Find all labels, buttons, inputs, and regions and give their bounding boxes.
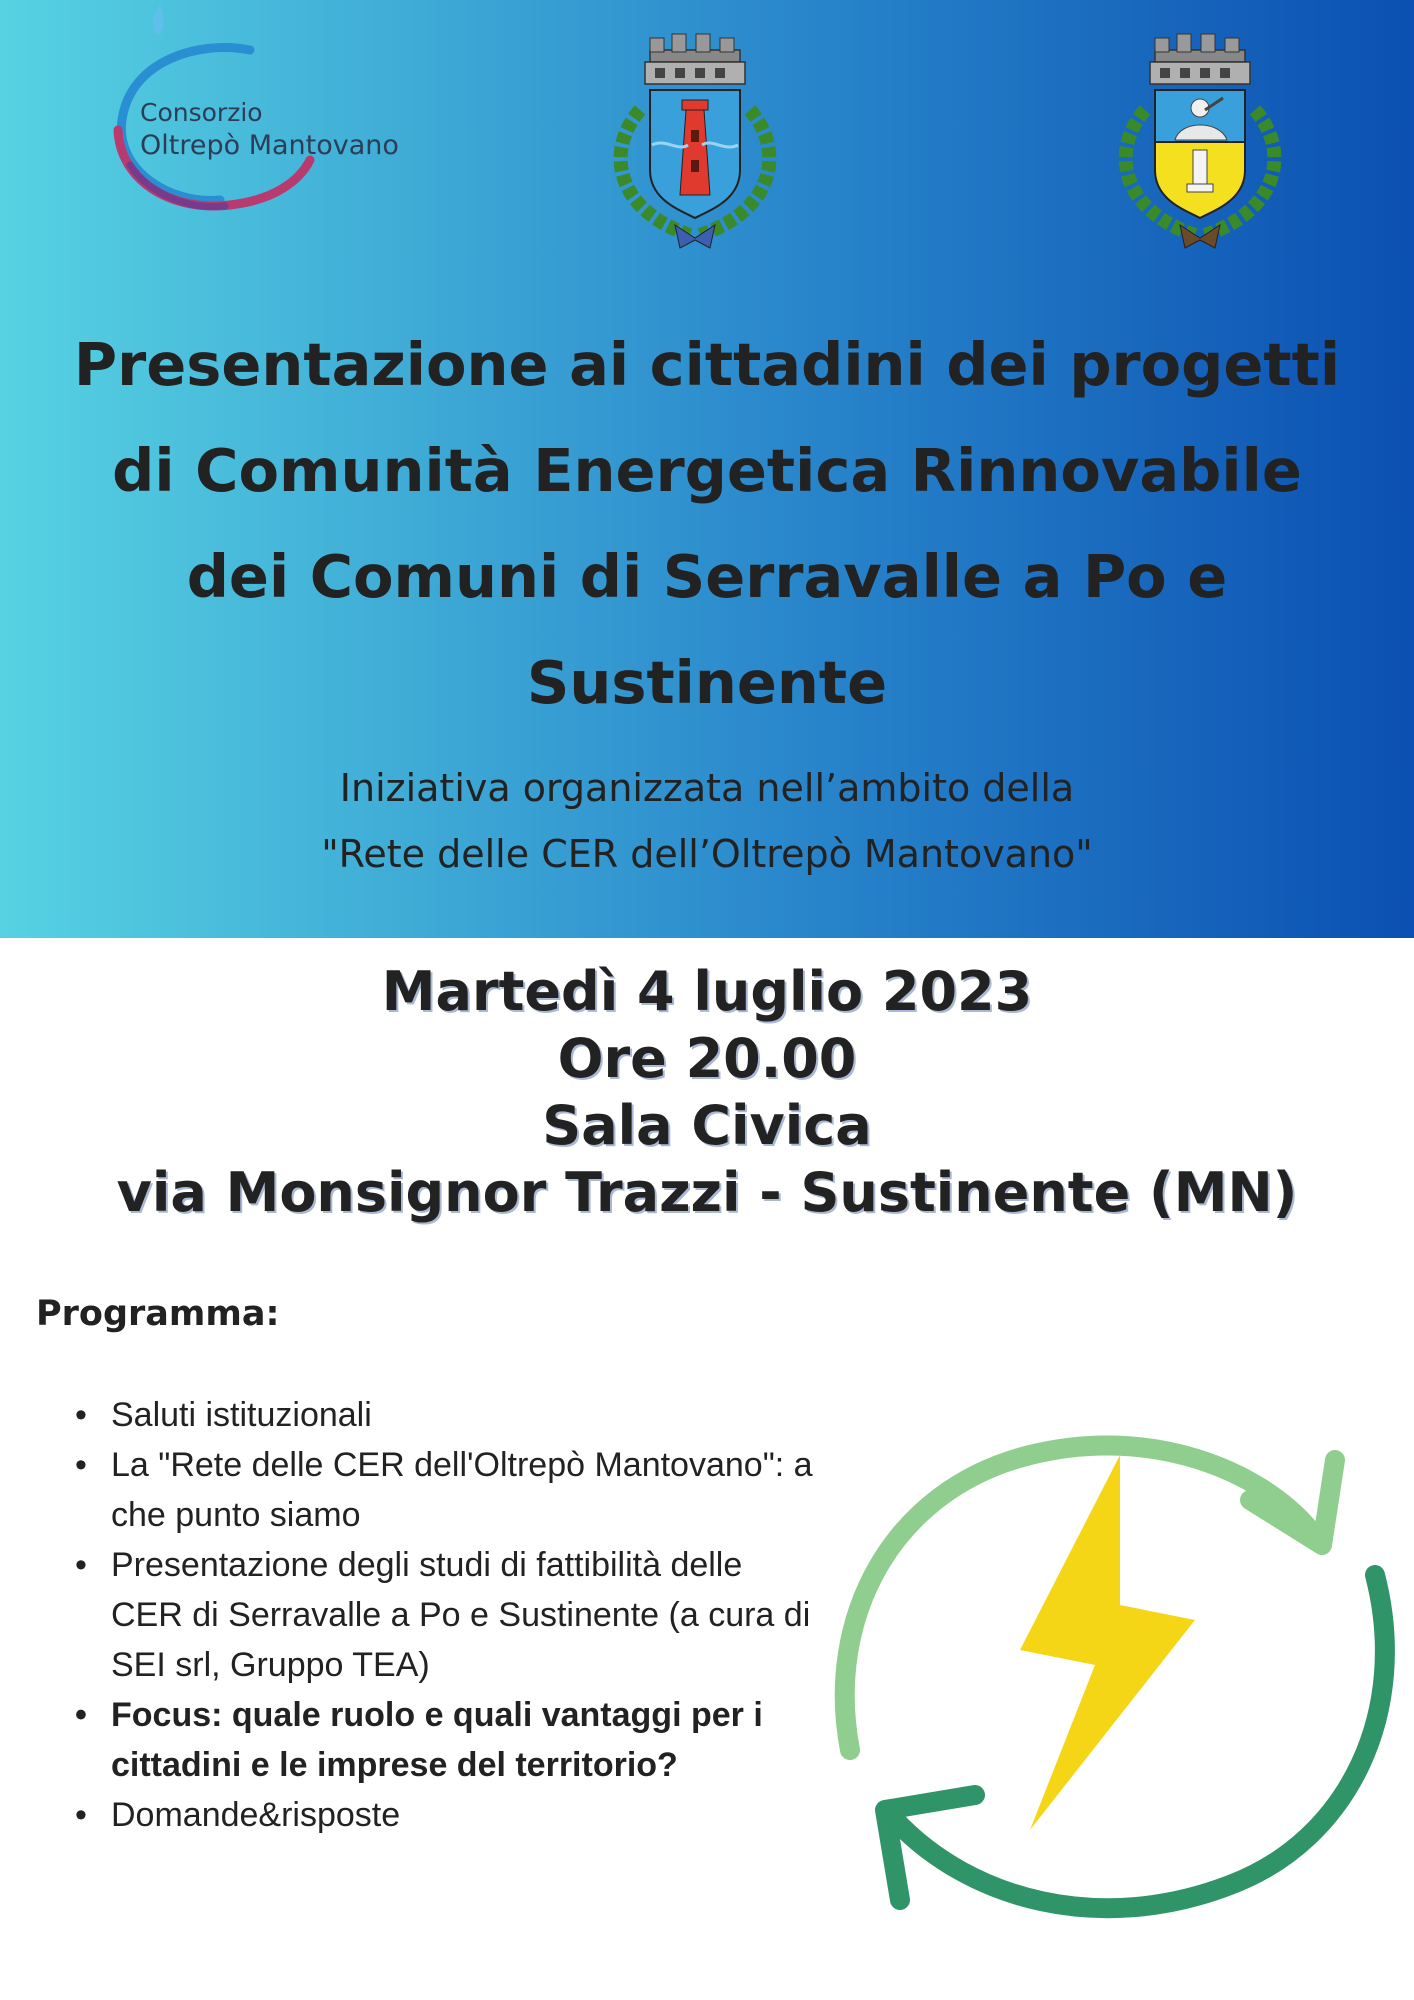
renewable-energy-icon bbox=[830, 1380, 1400, 1950]
consorzio-logo bbox=[100, 0, 440, 220]
event-date: Martedì 4 luglio 2023 bbox=[381, 960, 1033, 1023]
title-line: Sustinente bbox=[526, 648, 888, 717]
event-time: Ore 20.00 bbox=[557, 1027, 857, 1090]
event-venue: Sala Civica bbox=[542, 1094, 872, 1157]
subtitle-line: Iniziativa organizzata nell’ambito della bbox=[339, 766, 1075, 810]
subtitle bbox=[20, 755, 1394, 887]
program-item: • Saluti istituzionali bbox=[75, 1390, 815, 1440]
program-item: • Focus: quale ruolo e quali vantaggi per i cittadini e le imprese del territorio? bbox=[75, 1690, 815, 1790]
subtitle-line: "Rete delle CER dell’Oltrepò Mantovano" bbox=[321, 832, 1093, 876]
program-list bbox=[75, 1390, 815, 1840]
sustinente-crest-icon bbox=[1105, 20, 1295, 260]
program-item: • La "Rete delle CER dell'Oltrepò Mantovano": a che punto siamo bbox=[75, 1440, 815, 1540]
event-address: via Monsignor Trazzi - Sustinente (MN) bbox=[116, 1161, 1298, 1224]
logo-text-line2: Oltrepò Mantovano bbox=[140, 130, 399, 161]
page-title bbox=[20, 312, 1394, 736]
title-line: dei Comuni di Serravalle a Po e bbox=[186, 542, 1228, 611]
title-line: Presentazione ai cittadini dei progetti bbox=[73, 330, 1341, 399]
title-line: di Comunità Energetica Rinnovabile bbox=[112, 436, 1302, 505]
program-item: • Presentazione degli studi di fattibilità delle CER di Serravalle a Po e Sustinente (a cura di SEI srl, Gruppo TEA) bbox=[75, 1540, 815, 1690]
logo-text-line1: Consorzio bbox=[140, 98, 263, 127]
program-item: • Domande&risposte bbox=[75, 1790, 815, 1840]
serravalle-a-po-crest-icon bbox=[600, 20, 790, 260]
event-details bbox=[0, 958, 1414, 1226]
program-heading: Programma: bbox=[36, 1294, 280, 1334]
header-banner bbox=[0, 0, 1414, 938]
